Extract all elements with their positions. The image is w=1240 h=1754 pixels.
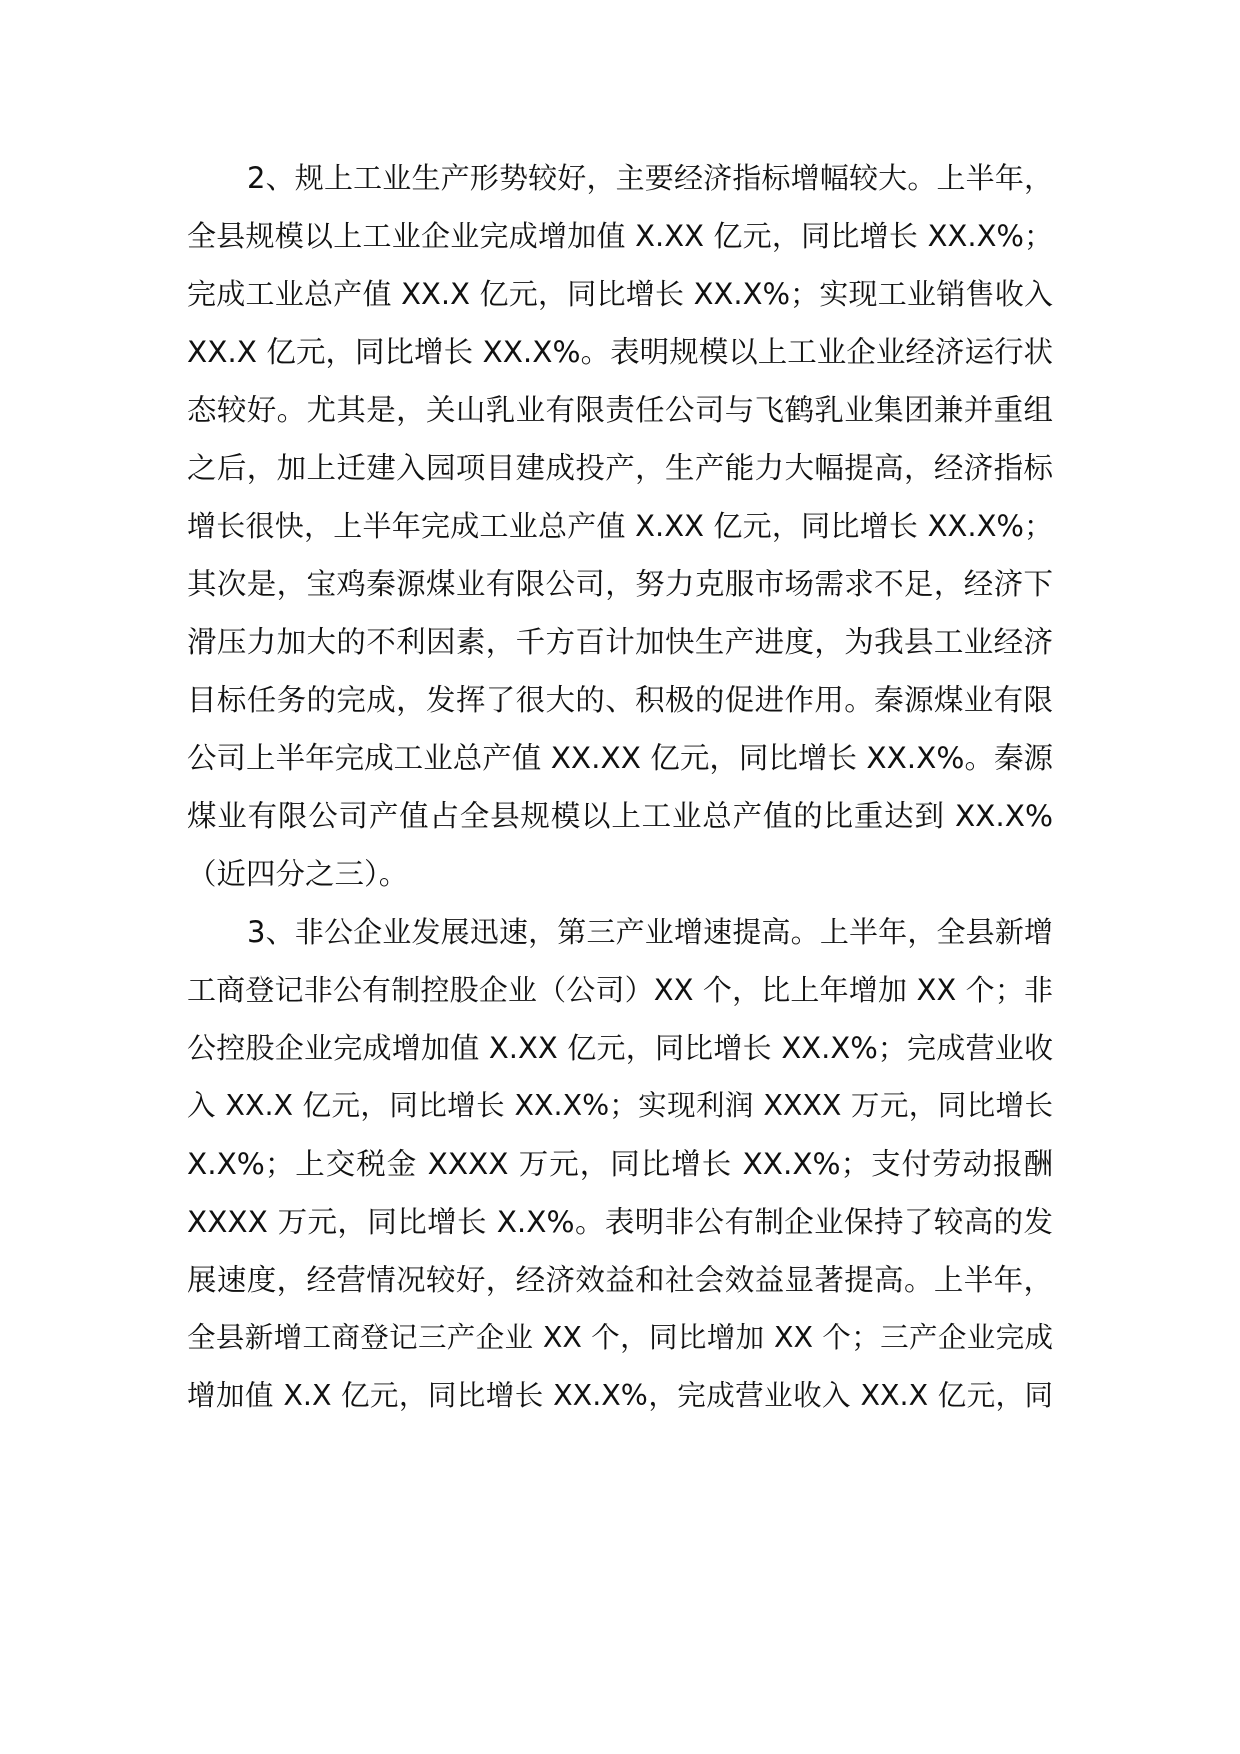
paragraph-2-line-4: XX.X 亿元，同比增长 XX.X%。表明规模以上工业企业经济运行状 bbox=[187, 335, 1053, 369]
paragraph-3-line-7: 展速度，经营情况较好，经济效益和社会效益显著提高。上半年， bbox=[187, 1263, 1053, 1297]
paragraph-3-line-8: 全县新增工商登记三产企业 XX 个，同比增加 XX 个；三产企业完成 bbox=[187, 1321, 1053, 1354]
paragraph-3-line-5: X.X%；上交税金 XXXX 万元，同比增长 XX.X%；支付劳动报酬 bbox=[187, 1147, 1053, 1181]
paragraph-2-line-11: 公司上半年完成工业总产值 XX.XX 亿元，同比增长 XX.X%。秦源 bbox=[187, 741, 1053, 775]
paragraph-2-line-13: （近四分之三）。 bbox=[187, 857, 409, 891]
paragraph-2-line-5: 态较好。尤其是，关山乳业有限责任公司与飞鹤乳业集团兼并重组 bbox=[187, 393, 1053, 427]
paragraph-3-line-4: 入 XX.X 亿元，同比增长 XX.X%；实现利润 XXXX 万元，同比增长 bbox=[187, 1089, 1053, 1122]
paragraph-2-line-8: 其次是，宝鸡秦源煤业有限公司，努力克服市场需求不足，经济下 bbox=[187, 567, 1053, 601]
paragraph-2-line-10: 目标任务的完成，发挥了很大的、积极的促进作用。秦源煤业有限 bbox=[187, 683, 1053, 717]
paragraph-2-line-3: 完成工业总产值 XX.X 亿元，同比增长 XX.X%；实现工业销售收入 bbox=[187, 277, 1053, 311]
paragraph-3-line-6: XXXX 万元，同比增长 X.X%。表明非公有制企业保持了较高的发 bbox=[187, 1205, 1053, 1239]
paragraph-3-line-9: 增加值 X.X 亿元，同比增长 XX.X%，完成营业收入 XX.X 亿元，同 bbox=[187, 1379, 1053, 1412]
paragraph-3-line-2: 工商登记非公有制控股企业（公司）XX 个，比上年增加 XX 个；非 bbox=[187, 973, 1053, 1007]
paragraph-2-line-1: 2、规上工业生产形势较好，主要经济指标增幅较大。上半年， bbox=[247, 161, 1053, 195]
paragraph-3-line-3: 公控股企业完成增加值 X.XX 亿元，同比增长 XX.X%；完成营业收 bbox=[187, 1031, 1053, 1065]
paragraph-2-line-12: 煤业有限公司产值占全县规模以上工业总产值的比重达到 XX.X% bbox=[187, 799, 1053, 833]
paragraph-2-line-2: 全县规模以上工业企业完成增加值 X.XX 亿元，同比增长 XX.X%； bbox=[187, 219, 1053, 253]
paragraph-2-line-9: 滑压力加大的不利因素，千方百计加快生产进度，为我县工业经济 bbox=[187, 625, 1053, 659]
paragraph-3-line-1: 3、非公企业发展迅速，第三产业增速提高。上半年，全县新增 bbox=[247, 915, 1053, 949]
paragraph-2-line-6: 之后，加上迁建入园项目建成投产，生产能力大幅提高，经济指标 bbox=[187, 451, 1053, 485]
paragraph-2-line-7: 增长很快，上半年完成工业总产值 X.XX 亿元，同比增长 XX.X%； bbox=[187, 509, 1053, 543]
